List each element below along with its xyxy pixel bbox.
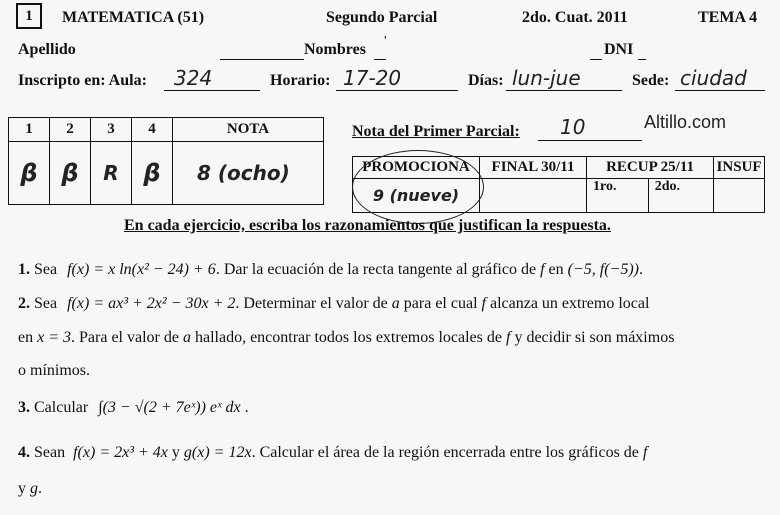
question-2 xyxy=(18,295,649,313)
status-header-final: FINAL 30/11 xyxy=(480,157,587,179)
question-2-line2-b: . Para el valor de xyxy=(71,329,179,346)
aula-label: Inscripto en: Aula: xyxy=(18,72,147,89)
question-2-line2-param: a xyxy=(182,329,191,346)
question-2-text-a: Sea xyxy=(34,295,58,312)
question-1-number: 1. xyxy=(18,261,30,278)
status-header-promociona: PROMOCIONA xyxy=(353,157,480,179)
question-4-end: . xyxy=(38,480,42,497)
question-2-line-2 xyxy=(18,329,674,347)
question-2-text-d: alcanza un extremo local xyxy=(489,295,650,312)
watermark-logo: Altillo.com xyxy=(644,112,727,132)
question-4 xyxy=(18,444,647,462)
question-2-line2-var: f xyxy=(505,329,511,346)
promociona-circle xyxy=(352,150,484,224)
grade-mark-4: β xyxy=(132,142,173,205)
question-4-line-2 xyxy=(18,480,42,498)
sede-line xyxy=(675,90,765,91)
grade-header-1: 1 xyxy=(9,118,50,142)
horario-line xyxy=(336,90,458,91)
apellido-label: Apellido xyxy=(18,41,76,58)
question-2-formula: f(x) = ax³ + 2x² − 30x + 2 xyxy=(67,295,236,312)
question-3-number: 3. xyxy=(18,399,30,416)
horario-label: Horario: xyxy=(270,72,331,89)
question-3 xyxy=(18,399,249,417)
first-partial-label: Nota del Primer Parcial: xyxy=(352,123,520,140)
question-2-line2-point: x = 3 xyxy=(37,329,72,346)
corner-mark: 1 xyxy=(16,3,42,29)
nombres-mark: ' xyxy=(384,34,387,49)
question-4-var: f xyxy=(642,444,648,461)
question-1-text-c: en xyxy=(548,261,564,278)
version-label: TEMA 4 xyxy=(698,9,758,26)
dni-line xyxy=(638,59,646,60)
question-4-line2-text: y xyxy=(18,480,26,497)
question-2-line2-d: y decidir si son máximos xyxy=(514,329,675,346)
insuf-cell xyxy=(714,179,765,213)
question-2-text-b: . Determinar el valor de xyxy=(235,295,388,312)
question-2-var: f xyxy=(481,295,486,312)
question-4-g-formula: g(x) = 12x xyxy=(183,444,252,461)
question-4-number: 4. xyxy=(18,444,30,461)
grade-mark-2: β xyxy=(50,142,91,205)
grade-header-nota: NOTA xyxy=(173,118,324,142)
question-1-text-a: Sea xyxy=(34,261,58,278)
term-label: 2do. Cuat. 2011 xyxy=(522,9,628,26)
question-1-text-b: . Dar la ecuación de la recta tangente al gráfico de xyxy=(215,261,537,278)
nombres-line xyxy=(374,59,386,60)
question-1-end: . xyxy=(639,261,643,278)
question-3-integral: ∫(3 − √(2 + 7eˣ)) eˣ dx xyxy=(98,399,241,416)
dni-label: DNI xyxy=(604,41,634,58)
question-4-f-formula: f(x) = 2x³ + 4x xyxy=(73,444,168,461)
question-2-line2-a: en xyxy=(18,329,34,346)
dias-label: Días: xyxy=(468,72,504,89)
question-3-end: . xyxy=(244,399,249,416)
question-2-line2-c: hallado, encontrar todos los extremos locales de xyxy=(194,329,502,346)
sede-label: Sede: xyxy=(632,72,670,89)
first-partial-line xyxy=(538,140,642,141)
recup-2do: 2do. xyxy=(648,179,713,213)
question-2-param: a xyxy=(391,295,400,312)
promociona-value: 9 (nueve) xyxy=(353,179,480,213)
grade-table xyxy=(8,117,324,205)
grade-header-3: 3 xyxy=(91,118,132,142)
aula-value: 324 xyxy=(174,66,213,90)
question-4-text-a: Sean xyxy=(34,444,66,461)
question-4-text-b: . Calcular el área de la región encerrada entre los gráficos de xyxy=(251,444,639,461)
question-1-formula: f(x) = x ln(x² − 24) + 6 xyxy=(67,261,216,278)
status-header-insuf: INSUF xyxy=(714,157,765,179)
question-1-point: (−5, f(−5)) xyxy=(567,261,639,278)
grade-header-2: 2 xyxy=(50,118,91,142)
question-2-line-3: o mínimos. xyxy=(18,362,91,379)
aula-line xyxy=(164,90,260,91)
question-4-line2-var: g xyxy=(30,480,38,497)
horario-value: 17-20 xyxy=(343,66,402,90)
instruction-text: En cada ejercicio, escriba los razonamientos que justifican la respuesta. xyxy=(124,217,611,234)
grade-mark-1: β xyxy=(9,142,50,205)
grade-nota-value: 8 (ocho) xyxy=(173,142,324,205)
question-4-text-y: y xyxy=(171,444,180,461)
sede-value: ciudad xyxy=(680,66,747,90)
apellido-line xyxy=(220,59,304,60)
dias-value: lun-jue xyxy=(512,66,581,90)
exam-title: Segundo Parcial xyxy=(326,9,438,26)
recup-1ro: 1ro. xyxy=(587,179,649,213)
question-2-text-c: para el cual xyxy=(403,295,478,312)
grade-mark-3: R xyxy=(91,142,132,205)
grade-header-4: 4 xyxy=(132,118,173,142)
first-partial-value: 10 xyxy=(560,115,586,139)
final-cell xyxy=(480,179,587,213)
subject-title: MATEMATICA (51) xyxy=(62,9,205,26)
dni-line-pre xyxy=(590,59,602,60)
nombres-label: Nombres xyxy=(304,41,366,58)
question-3-text-a: Calcular xyxy=(34,399,89,416)
question-2-number: 2. xyxy=(18,295,30,312)
question-1-var: f xyxy=(540,261,545,278)
dias-line xyxy=(506,90,622,91)
question-1 xyxy=(18,261,643,279)
status-header-recup: RECUP 25/11 xyxy=(587,157,714,179)
